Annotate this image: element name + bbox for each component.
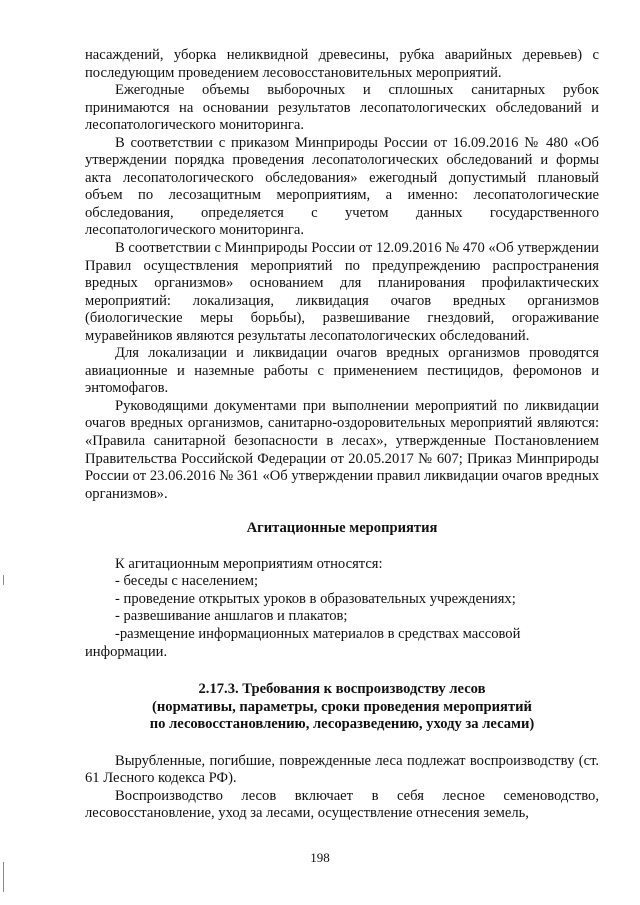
body-text [85, 47, 599, 823]
page-number: 198 [310, 850, 330, 865]
paragraph-8: Воспроизводство лесов включает в себя лесное семеноводство, лесовосстановление, уход за лесами, осуществление отнесения земель, [85, 787, 599, 822]
scan-edge-mark [3, 575, 4, 585]
section-heading-line-3: по лесовосстановлению, лесоразведению, уходу за лесами) [149, 716, 535, 733]
section-heading [85, 681, 599, 734]
section-heading-line-2: (нормативы, параметры, сроки проведения мероприятий [152, 698, 532, 715]
paragraph-4: В соответствии с Минприроды России от 12.09.2016 № 470 «Об утверждении Правил осуществления мероприятий по предупреждению распространения вредных организмов» основанием для планирования профилактических мероприятий: локализация, ликвидация очагов вредных организмов (биологические меры борьбы), развешивание гнездовий, огораживание муравейников являются результаты лесопатологических обследований. [85, 240, 599, 344]
paragraph-5: Для локализации и ликвидации очагов вредных организмов проводятся авиационные и наземные работы с применением пестицидов, феромонов и энтомофагов. [85, 345, 599, 397]
section-heading-line-1: 2.17.3. Требования к воспроизводству лесов [198, 681, 486, 698]
agitation-item: - развешивание аншлагов и плакатов; [115, 608, 348, 625]
paragraph-3: В соответствии с приказом Минприроды России от 16.09.2016 № 480 «Об утверждении порядка проведения лесопатологических обследований и формы акта лесопатологического обследования» ежегодный допустимый плановый объем по лесозащитным мероприятиям, а именно: лесопатологические обследования, определяется с учетом данных государственного лесопатологического мониторинга. [85, 134, 599, 239]
paragraph-6: Руководящими документами при выполнении мероприятий по ликвидации очагов вредных организмов, санитарно-оздоровительных мероприятий являются: «Правила санитарной безопасности в лесах», утвержденные Постановлением Правительства Российской Федерации от 20.05.2017 № 607; Приказ Минприроды России от 23.06.2016 № 361 «Об утверждении правил ликвидации очагов вредных организмов». [85, 397, 599, 502]
agitation-item: -размещение информационных материалов в средствах массовой информации. [85, 625, 521, 660]
paragraph-7: Вырубленные, погибшие, поврежденные леса подлежат воспроизводству (ст. 61 Лесного кодекса РФ). [85, 752, 599, 787]
agitation-intro: К агитационным мероприятиям относятся: [115, 555, 383, 572]
paragraph-2: Ежегодные объемы выборочных и сплошных санитарных рубок принимаются на основании результатов лесопатологических обследований и лесопатологического мониторинга. [85, 82, 599, 134]
agitation-heading: Агитационные мероприятия [246, 520, 438, 537]
scan-edge-mark [3, 862, 4, 892]
agitation-item: - беседы с населением; [115, 573, 259, 590]
paragraph-1: насаждений, уборка неликвидной древесины, рубка аварийных деревьев) с последующим проведением лесовосстановительных мероприятий. [85, 47, 599, 81]
agitation-item: - проведение открытых уроков в образовательных учреждениях; [115, 590, 516, 607]
